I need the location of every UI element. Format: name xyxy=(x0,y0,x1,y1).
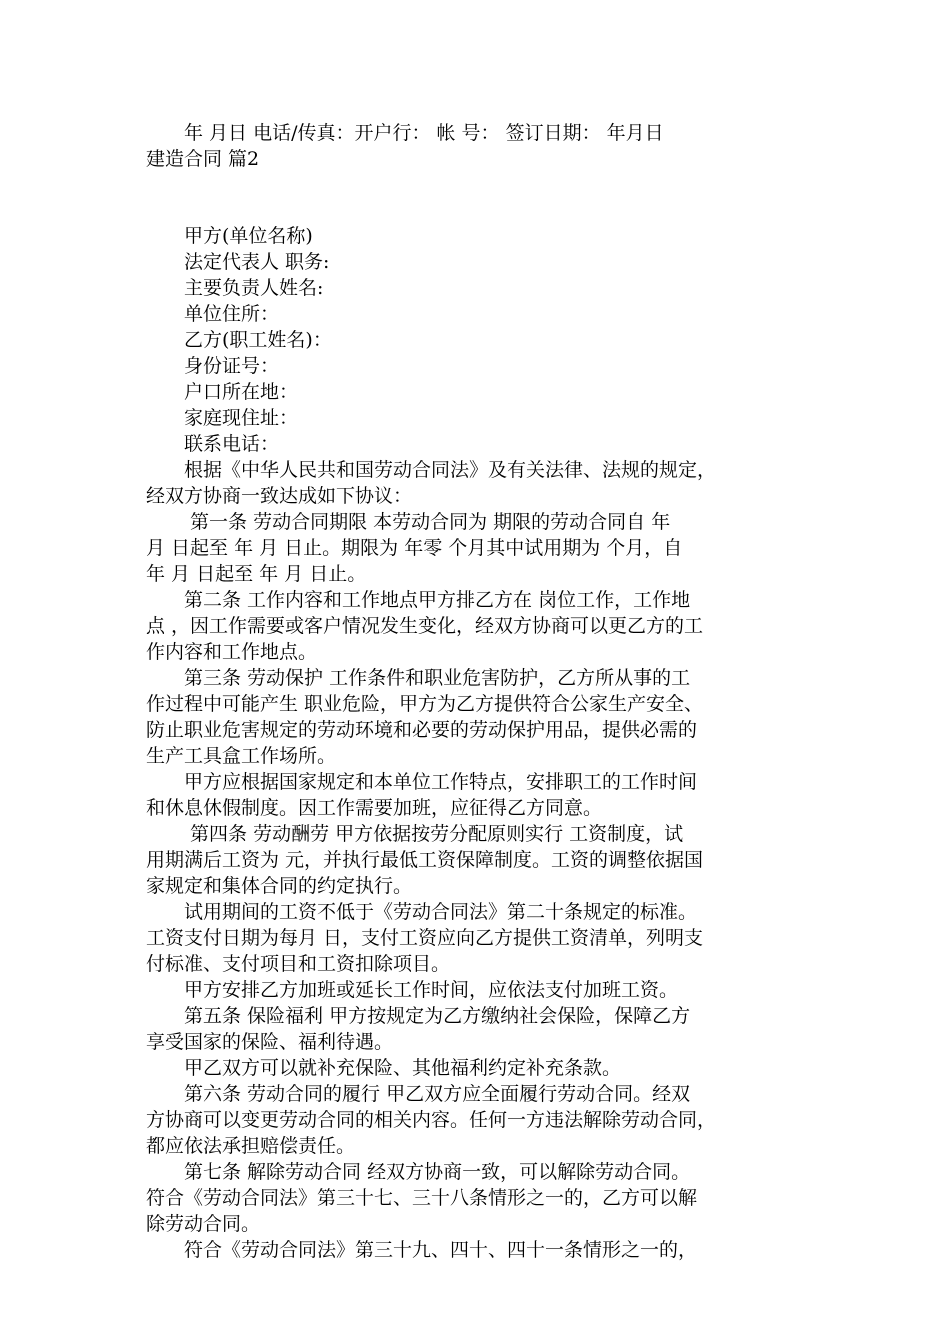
text-line: 第一条 劳动合同期限 本劳动合同为 期限的劳动合同自 年 xyxy=(146,511,671,533)
text-line: 甲方安排乙方加班或延长工作时间，应依法支付加班工资。 xyxy=(146,979,679,1001)
blank-gap xyxy=(146,172,806,223)
text-line: 作内容和工作地点。 xyxy=(146,641,318,663)
text-line: 生产工具盒工作场所。 xyxy=(146,745,337,767)
text-line: 方协商可以变更劳动合同的相关内容。任何一方违法解除劳动合同， xyxy=(146,1109,717,1131)
text-line: 甲方应根据国家规定和本单位工作特点，安排职工的工作时间 xyxy=(146,771,698,793)
text-line: 符合《劳动合同法》第三十七、三十八条情形之一的，乙方可以解 xyxy=(146,1187,698,1209)
text-line: 第三条 劳动保护 工作条件和职业危害防护，乙方所从事的工 xyxy=(146,667,691,689)
contract-text xyxy=(146,223,806,1263)
text-line: 家规定和集体合同的约定执行。 xyxy=(146,875,413,897)
text-line: 符合《劳动合同法》第三十九、四十、四十一条情形之一的， xyxy=(146,1239,698,1261)
text-line: 法定代表人 职务: xyxy=(146,251,330,273)
text-line: 经双方协商一致达成如下协议： xyxy=(146,485,413,507)
text-line: 乙方(职工姓名)： xyxy=(146,329,332,351)
text-line: 用期满后工资为 元，并执行最低工资保障制度。工资的调整依据国 xyxy=(146,849,704,871)
text-line: 第六条 劳动合同的履行 甲乙双方应全面履行劳动合同。经双 xyxy=(146,1083,691,1105)
document-body xyxy=(146,120,806,1263)
text-line: 户口所在地： xyxy=(146,381,299,403)
section-title: 建造合同 篇2 xyxy=(146,148,260,170)
text-line: 试用期间的工资不低于《劳动合同法》第二十条规定的标准。 xyxy=(146,901,698,923)
text-line: 月 日起至 年 月 日止。期限为 年零 个月其中试用期为 个月，自 xyxy=(146,537,683,559)
text-line: 作过程中可能产生 职业危险，甲方为乙方提供符合公家生产安全、 xyxy=(146,693,704,715)
header-info-line: 年 月日 电话/传真：开户行： 帐 号： 签订日期： 年月日 xyxy=(146,122,664,144)
text-line: 主要负责人姓名: xyxy=(146,277,324,299)
text-line: 享受国家的保险、福利待遇。 xyxy=(146,1031,394,1053)
text-line: 身份证号： xyxy=(146,355,280,377)
text-line: 都应依法承担赔偿责任。 xyxy=(146,1135,356,1157)
text-line: 单位住所： xyxy=(146,303,280,325)
text-line: 付标准、支付项目和工资扣除项目。 xyxy=(146,953,451,975)
text-line: 甲方(单位名称) xyxy=(146,225,313,247)
text-line: 工资支付日期为每月 日，支付工资应向乙方提供工资清单，列明支 xyxy=(146,927,704,949)
text-line: 第五条 保险福利 甲方按规定为乙方缴纳社会保险，保障乙方 xyxy=(146,1005,691,1027)
text-line: 根据《中华人民共和国劳动合同法》及有关法律、法规的规定， xyxy=(146,459,717,481)
text-line: 防止职业危害规定的劳动环境和必要的劳动保护用品，提供必需的 xyxy=(146,719,698,741)
text-line: 点 ，因工作需要或客户情况发生变化，经双方协商可以更乙方的工 xyxy=(146,615,704,637)
text-line: 第二条 工作内容和工作地点甲方排乙方在 岗位工作，工作地 xyxy=(146,589,691,611)
text-line: 和休息休假制度。因工作需要加班，应征得乙方同意。 xyxy=(146,797,603,819)
text-line: 除劳动合同。 xyxy=(146,1213,261,1235)
text-line: 联系电话： xyxy=(146,433,280,455)
text-line: 甲乙双方可以就补充保险、其他福利约定补充条款。 xyxy=(146,1057,622,1079)
text-line: 第四条 劳动酬劳 甲方依据按劳分配原则实行 工资制度，试 xyxy=(146,823,684,845)
text-line: 第七条 解除劳动合同 经双方协商一致，可以解除劳动合同。 xyxy=(146,1161,691,1183)
text-line: 年 月 日起至 年 月 日止。 xyxy=(146,563,367,585)
text-line: 家庭现住址： xyxy=(146,407,299,429)
